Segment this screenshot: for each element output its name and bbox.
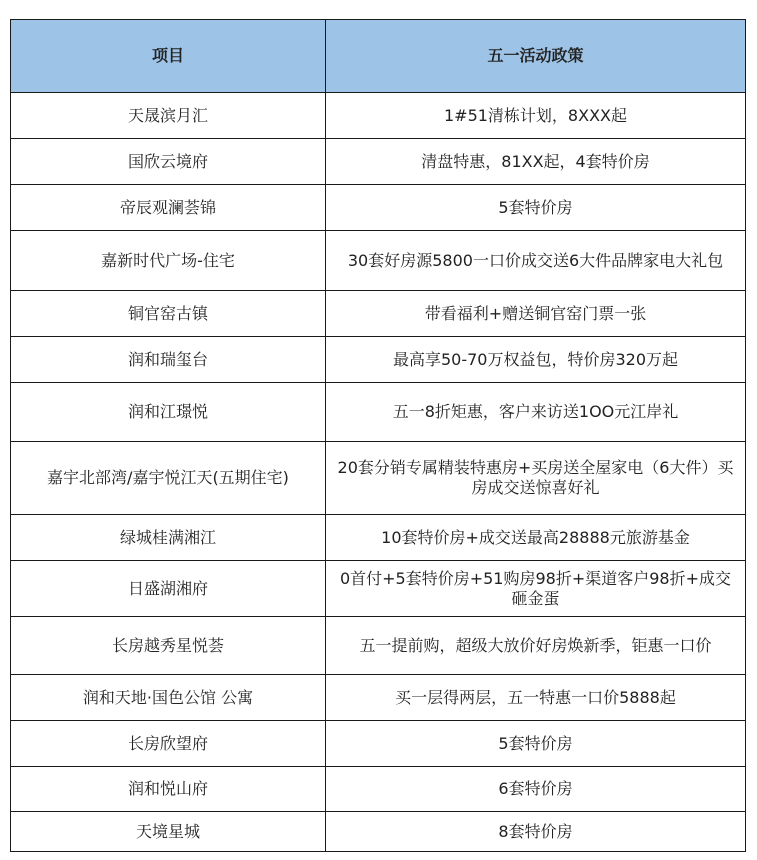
project-cell: 绿城桂满湘江 — [11, 515, 326, 561]
project-cell: 长房越秀星悦荟 — [11, 617, 326, 675]
policy-cell: 10套特价房+成交送最高28888元旅游基金 — [326, 515, 746, 561]
table-row — [11, 617, 746, 675]
table-row — [11, 337, 746, 383]
table-row — [11, 231, 746, 291]
table-row — [11, 515, 746, 561]
policy-cell: 5套特价房 — [326, 721, 746, 767]
policy-cell: 30套好房源5800一口价成交送6大件品牌家电大礼包 — [326, 231, 746, 291]
project-cell: 天晟滨月汇 — [11, 93, 326, 139]
table-header-row — [11, 20, 746, 93]
policy-cell: 5套特价房 — [326, 185, 746, 231]
project-cell: 日盛湖湘府 — [11, 561, 326, 617]
policy-cell: 1#51清栋计划，8XXX起 — [326, 93, 746, 139]
policy-cell: 带看福利+赠送铜官窑门票一张 — [326, 291, 746, 337]
table-row — [11, 812, 746, 852]
table-row — [11, 139, 746, 185]
policy-cell: 买一层得两层，五一特惠一口价5888起 — [326, 675, 746, 721]
table-row — [11, 721, 746, 767]
project-cell: 国欣云境府 — [11, 139, 326, 185]
table-row — [11, 561, 746, 617]
policy-cell: 最高享50-70万权益包，特价房320万起 — [326, 337, 746, 383]
table-row — [11, 383, 746, 442]
project-cell: 润和江璟悦 — [11, 383, 326, 442]
table-row — [11, 675, 746, 721]
project-cell: 帝辰观澜荟锦 — [11, 185, 326, 231]
header-project: 项目 — [11, 20, 326, 93]
project-cell: 铜官窑古镇 — [11, 291, 326, 337]
policy-cell: 20套分销专属精装特惠房+买房送全屋家电（6大件）买房成交送惊喜好礼 — [326, 442, 746, 515]
project-cell: 天境星城 — [11, 812, 326, 852]
table-row — [11, 185, 746, 231]
table-row — [11, 767, 746, 812]
project-cell: 润和瑞玺台 — [11, 337, 326, 383]
table-row — [11, 93, 746, 139]
policy-cell: 0首付+5套特价房+51购房98折+渠道客户98折+成交砸金蛋 — [326, 561, 746, 617]
project-cell: 润和悦山府 — [11, 767, 326, 812]
project-cell: 润和天地·国色公馆 公寓 — [11, 675, 326, 721]
project-cell: 嘉宇北部湾/嘉宇悦江天(五期住宅) — [11, 442, 326, 515]
table-row — [11, 291, 746, 337]
policy-cell: 清盘特惠，81XX起，4套特价房 — [326, 139, 746, 185]
policy-cell: 五一提前购，超级大放价好房焕新季，钜惠一口价 — [326, 617, 746, 675]
project-cell: 长房欣望府 — [11, 721, 326, 767]
project-cell: 嘉新时代广场-住宅 — [11, 231, 326, 291]
policy-cell: 6套特价房 — [326, 767, 746, 812]
policy-cell: 8套特价房 — [326, 812, 746, 852]
header-policy: 五一活动政策 — [326, 20, 746, 93]
policy-table-wrapper — [10, 19, 745, 852]
table-row — [11, 442, 746, 515]
policy-table — [10, 19, 746, 852]
policy-cell: 五一8折矩惠，客户来访送1OO元江岸礼 — [326, 383, 746, 442]
